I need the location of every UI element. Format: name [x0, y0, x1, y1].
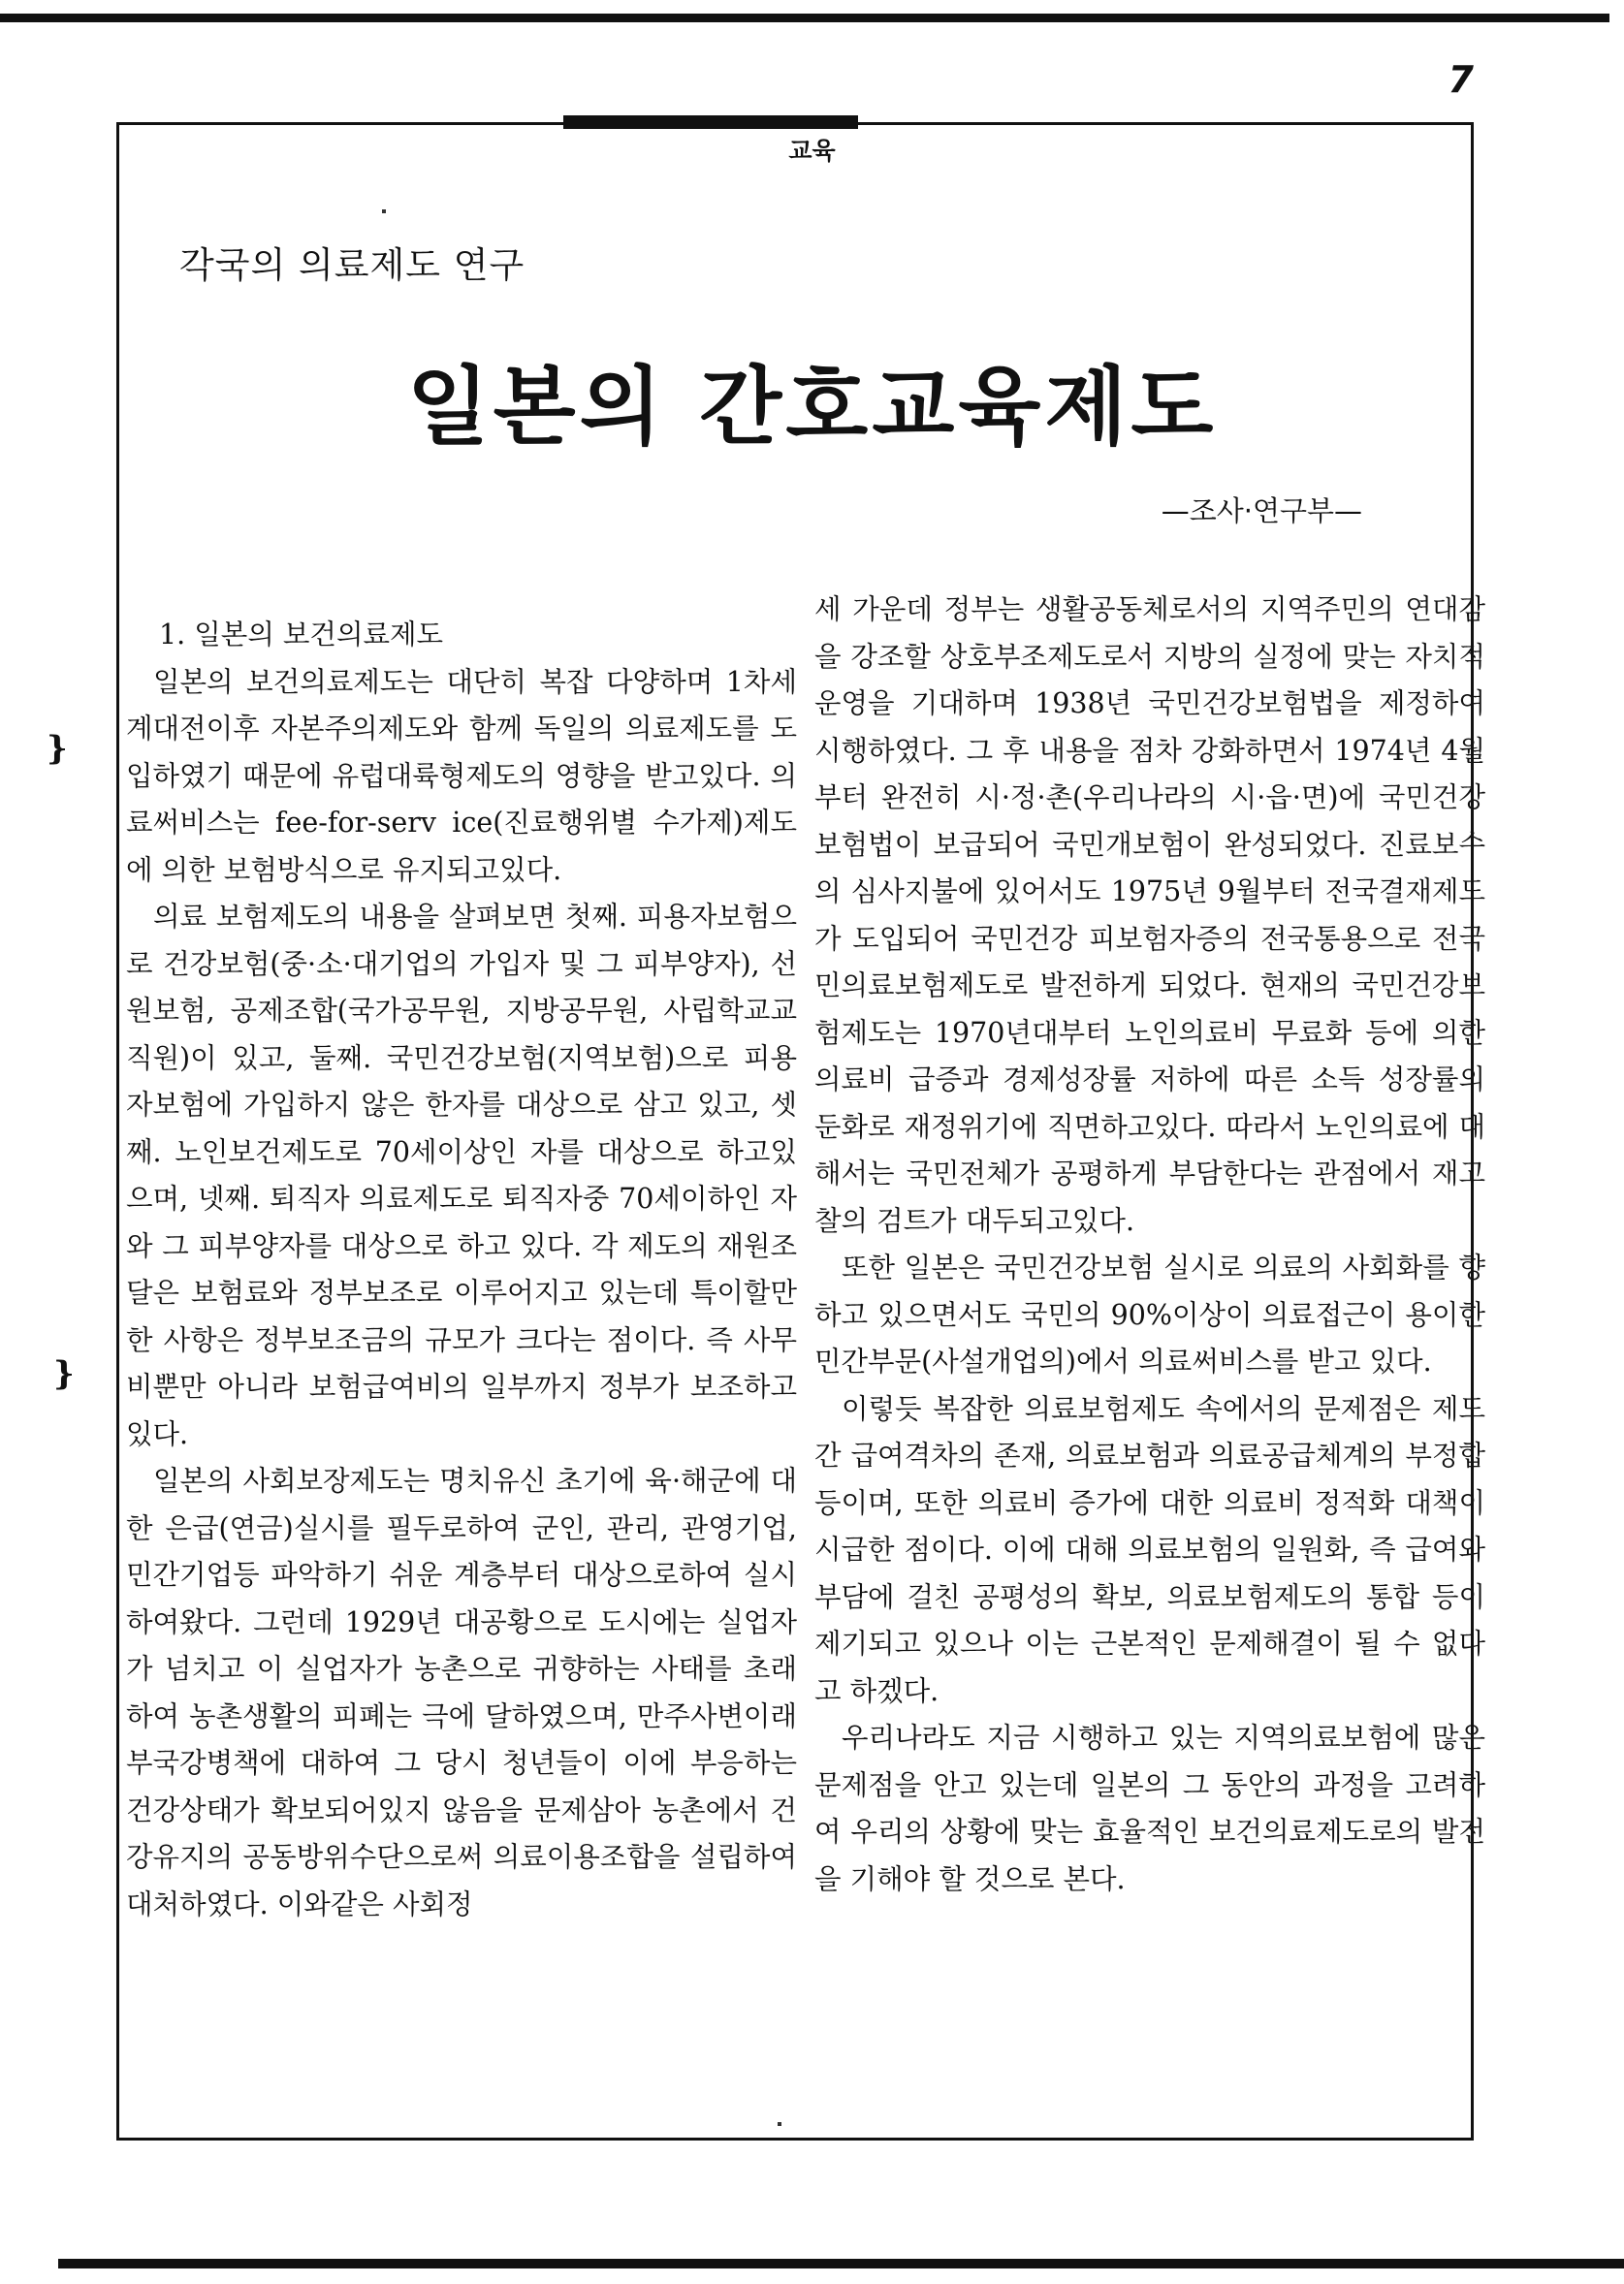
- margin-mark: }: [47, 729, 68, 768]
- series-title: 각국의 의료제도 연구: [179, 244, 525, 286]
- scan-dot: [382, 209, 386, 213]
- paragraph: 일본의 사회보장제도는 명치유신 초기에 육·해군에 대한 은급(연금)실시를 필두로하여 군인, 관리, 관영기업, 민간기업등 파악하기 쉬운 계층부터 대상으로하여 실시하여왔다. 그런데 1929년 대공황으로 도시에는 실업자가 넘치고 이 실업자가 농촌으로 귀향하는 사태를 초래하여 농촌생활의 피폐는 극에 달하였으며, 만주사변이래 부국강병책에 대하여 그 당시 청년들이 이에 부응하는 건강상태가 확보되어있지 않음을 문제삼아 농촌에서 건강유지의 공동방위수단으로써 의료이용조합을 설립하여 대처하였다. 이와같은 사회정: [126, 1465, 797, 1920]
- byline: —조사·연구부—: [1161, 494, 1362, 527]
- scan-dot: [778, 2122, 781, 2126]
- frame-tab: [563, 115, 858, 129]
- left-column: [126, 612, 797, 1928]
- paragraph: 세 가운데 정부는 생활공동체로서의 지역주민의 연대감을 강조할 상호부조제도로서 지방의 실정에 맞는 자치적 운영을 기대하며 1938년 국민건강보험법을 제정하여 시행하였다. 그 후 내용을 점차 강화하면서 1974년 4월부터 완전히 시·정·촌(우리나라의 시·읍·면)에 국민건강보험법이 보급되어 국민개보험이 완성되었다. 진료보수의 심사지불에 있어서도 1975년 9월부터 전국결재제도가 도입되어 국민건강 피보험자증의 전국통용으로 전국민의료보험제도로 발전하게 되었다. 현재의 국민건강보험제도는 1970년대부터 노인의료비 무료화 등에 의한 의료비 급증과 경제성장률 저하에 따른 소득 성장률의 둔화로 재정위기에 직면하고있다. 따라서 노인의료에 대해서는 국민전체가 공평하게 부담한다는 관점에서 재고찰의 검트가 대두되고있다.: [814, 593, 1485, 1237]
- section-label: 교육: [788, 137, 836, 165]
- bottom-rule: [58, 2259, 1624, 2268]
- right-column: [814, 587, 1485, 1903]
- section-heading: 1. 일본의 보건의료제도: [159, 619, 444, 650]
- margin-mark: }: [53, 1354, 75, 1393]
- paragraph: 의료 보험제도의 내용을 살펴보면 첫째. 피용자보험으로 건강보험(중·소·대기업의 가입자 및 그 피부양자), 선원보험, 공제조합(국가공무원, 지방공무원, 사립학교교직원)이 있고, 둘째. 국민건강보험(지역보험)으로 피용자보험에 가입하지 않은 한자를 대상으로 삼고 있고, 셋째. 노인보건제도로 70세이상인 자를 대상으로 하고있으며, 넷째. 퇴직자 의료제도로 퇴직자중 70세이하인 자와 그 피부양자를 대상으로 하고 있다. 각 제도의 재원조달은 보험료와 정부보조로 이루어지고 있는데 특이할만한 사항은 정부보조금의 규모가 크다는 점이다. 즉 사무비뿐만 아니라 보험급여비의 일부까지 정부가 보조하고 있다.: [126, 901, 797, 1450]
- paragraph: 우리나라도 지금 시행하고 있는 지역의료보험에 많은 문제점을 안고 있는데 일본의 그 동안의 과정을 고려하여 우리의 상황에 맞는 효율적인 보건의료제도로의 발전을 기해야 할 것으로 본다.: [814, 1722, 1485, 1895]
- article-title: 일본의 간호교육제도: [406, 357, 1218, 457]
- top-rule: [0, 14, 1609, 22]
- page-number: 7: [1448, 58, 1474, 101]
- paragraph: 일본의 보건의료제도는 대단히 복잡 다양하며 1차세계대전이후 자본주의제도와 함께 독일의 의료제도를 도입하였기 때문에 유럽대륙형제도의 영향을 받고있다. 의료써비스는 fee-for-serv ice(진료행위별 수가제)제도에 의한 보험방식으로 유지되고있다.: [126, 665, 797, 886]
- paragraph: 또한 일본은 국민건강보험 실시로 의료의 사회화를 향하고 있으면서도 국민의 90%이상이 의료접근이 용이한 민간부문(사설개업의)에서 의료써비스를 받고 있다.: [814, 1252, 1485, 1378]
- paragraph: 이렇듯 복잡한 의료보험제도 속에서의 문제점은 제도간 급여격차의 존재, 의료보험과 의료공급체계의 부정합 등이며, 또한 의료비 증가에 대한 의료비 정적화 대책이 시급한 점이다. 이에 대해 의료보험의 일원화, 즉 급여와 부담에 걸친 공평성의 확보, 의료보험제도의 통합 등이 제기되고 있으나 이는 근본적인 문제해결이 될 수 없다고 하겠다.: [814, 1392, 1485, 1707]
